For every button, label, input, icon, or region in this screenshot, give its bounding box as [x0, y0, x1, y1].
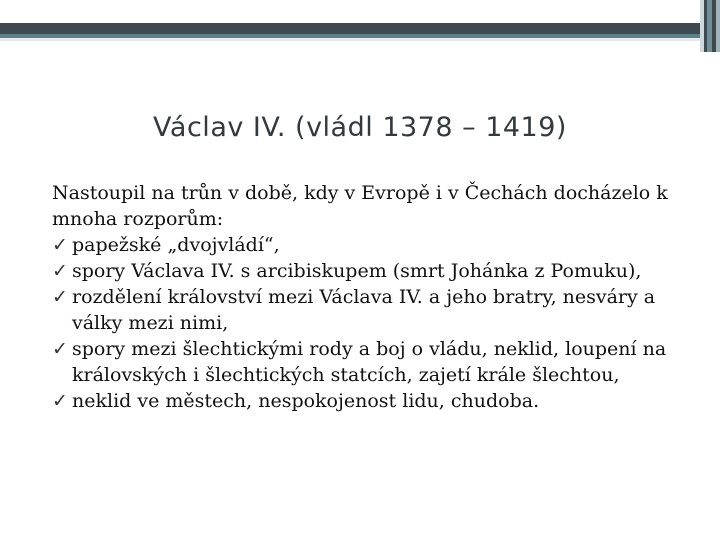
check-mark-icon: ✓: [52, 260, 68, 282]
list-item-text: neklid ve městech, nespokojenost lidu, chudoba.: [72, 390, 540, 412]
stripe: [716, 0, 720, 52]
list-item-text: papežské „dvojvládí“,: [72, 234, 280, 256]
header-bar: [0, 23, 700, 34]
list-item: [52, 336, 672, 388]
header-fade-line: [0, 38, 700, 41]
slide-body: [52, 180, 672, 414]
bullet-list: [52, 232, 672, 414]
list-item-text: rozdělení království mezi Václava IV. a jeho bratry, nesváry a války mezi nimi,: [72, 286, 656, 334]
header-band: [0, 0, 700, 23]
check-mark-icon: ✓: [52, 234, 68, 256]
intro-text: Nastoupil na trůn v době, kdy v Evropě i v Čechách docházelo k mnoha rozporům:: [52, 182, 668, 230]
slide-title: Václav IV. (vládl 1378 – 1419): [153, 112, 567, 143]
check-mark-icon: ✓: [52, 390, 68, 412]
check-mark-icon: ✓: [52, 338, 68, 360]
list-item: [52, 284, 672, 336]
check-mark-icon: ✓: [52, 286, 68, 308]
list-item-text: spory Václava IV. s arcibiskupem (smrt Johánka z Pomuku),: [72, 260, 642, 282]
list-item: [52, 258, 672, 284]
list-item-text: spory mezi šlechtickými rody a boj o vládu, neklid, loupení na královských i šlechtických statcích, zajetí krále šlechtou,: [72, 338, 667, 386]
corner-stripes: [700, 0, 720, 52]
list-item: [52, 388, 672, 414]
list-item: [52, 232, 672, 258]
